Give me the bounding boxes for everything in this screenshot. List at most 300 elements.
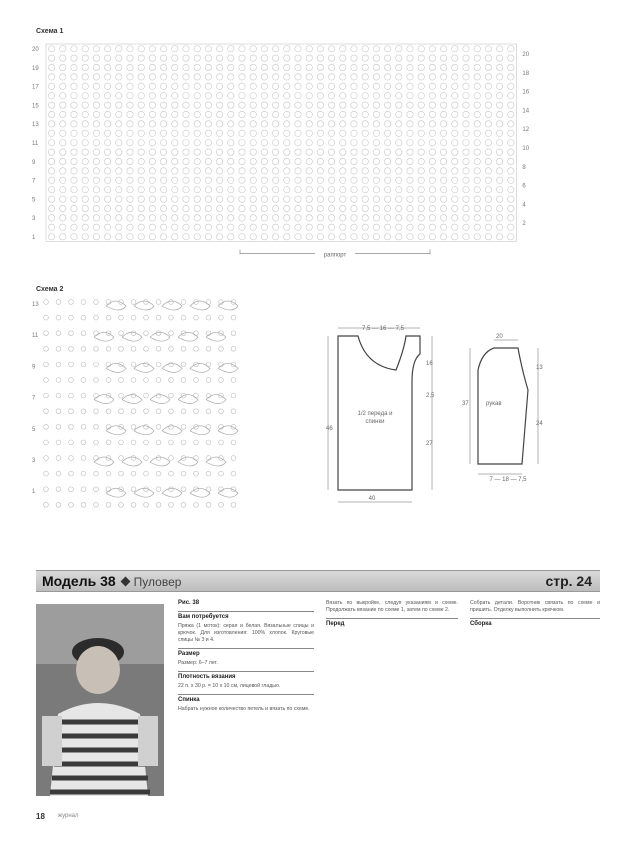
stitch-symbol [239, 168, 245, 174]
stitch-symbol [127, 140, 133, 146]
stitch-symbol [284, 102, 290, 108]
stitch-symbol [250, 158, 256, 164]
stitch-symbol [373, 158, 379, 164]
stitch-symbol [362, 130, 368, 136]
stitch-symbol [82, 140, 88, 146]
chain-stitch [94, 393, 99, 398]
stitch-symbol [452, 111, 458, 117]
stitch-symbol [138, 168, 144, 174]
stitch-symbol [194, 111, 200, 117]
stitch-symbol [384, 93, 390, 99]
stitch-symbol [463, 83, 469, 89]
stitch-symbol [306, 205, 312, 211]
stitch-symbol [508, 215, 514, 221]
stitch-symbol [306, 111, 312, 117]
back-text: Набрать нужное количество петель и вязать по схеме. [178, 706, 310, 712]
stitch-symbol [384, 234, 390, 240]
stitch-symbol [250, 93, 256, 99]
stitch-symbol [508, 64, 514, 70]
stitch-symbol [228, 196, 234, 202]
stitch-symbol [82, 74, 88, 80]
stitch-symbol [93, 215, 99, 221]
stitch-symbol [60, 140, 66, 146]
front-side-mid: 2,5 [426, 393, 435, 399]
stitch-symbol [328, 149, 334, 155]
chain-stitch [119, 315, 124, 320]
stitch-symbol [373, 187, 379, 193]
stitch-symbol [71, 158, 77, 164]
chain-stitch [81, 331, 86, 336]
stitch-symbol [149, 111, 155, 117]
stitch-symbol [216, 177, 222, 183]
stitch-symbol [429, 205, 435, 211]
chain-stitch [81, 346, 86, 351]
stitch-symbol [295, 205, 301, 211]
stitch-symbol [496, 102, 502, 108]
stitch-symbol [239, 187, 245, 193]
stitch-symbol [250, 121, 256, 127]
stitch-symbol [496, 46, 502, 52]
stitch-symbol [93, 234, 99, 240]
stitch-symbol [373, 234, 379, 240]
stitch-symbol [116, 149, 122, 155]
loop-stitch [122, 332, 142, 341]
stitch-symbol [407, 74, 413, 80]
stitch-symbol [284, 196, 290, 202]
stitch-symbol [116, 215, 122, 221]
stitch-symbol [440, 130, 446, 136]
sleeve-left-total: 37 [462, 401, 469, 407]
stitch-symbol [205, 111, 211, 117]
chain-stitch [231, 456, 236, 461]
stitch-symbol [194, 196, 200, 202]
chain-stitch [169, 440, 174, 445]
stitch-symbol [239, 205, 245, 211]
chain-stitch [144, 393, 149, 398]
stitch-symbol [160, 102, 166, 108]
chain-stitch [94, 440, 99, 445]
stitch-symbol [474, 55, 480, 61]
stitch-symbol [127, 83, 133, 89]
chain-stitch [169, 456, 174, 461]
stitch-symbol [284, 55, 290, 61]
stitch-symbol [496, 55, 502, 61]
chain-stitch [81, 315, 86, 320]
stitch-symbol [362, 149, 368, 155]
chart1-row-number-left: 5 [32, 197, 36, 204]
stitch-symbol [396, 196, 402, 202]
stitch-symbol [93, 64, 99, 70]
stitch-symbol [496, 74, 502, 80]
stitch-symbol [172, 111, 178, 117]
stitch-symbol [351, 83, 357, 89]
loop-stitch [190, 488, 210, 497]
chain-stitch [44, 393, 49, 398]
stitch-symbol [418, 215, 424, 221]
chain-stitch [206, 315, 211, 320]
stitch-symbol [440, 93, 446, 99]
stitch-symbol [306, 121, 312, 127]
stitch-symbol [396, 74, 402, 80]
stitch-symbol [172, 102, 178, 108]
stitch-symbol [373, 140, 379, 146]
stitch-symbol [452, 46, 458, 52]
stitch-symbol [496, 196, 502, 202]
stitch-symbol [474, 93, 480, 99]
stitch-symbol [429, 158, 435, 164]
stitch-symbol [295, 149, 301, 155]
stitch-symbol [104, 187, 110, 193]
stitch-symbol [160, 64, 166, 70]
stitch-symbol [440, 196, 446, 202]
stitch-symbol [362, 121, 368, 127]
chart1-row-number-right: 14 [522, 108, 530, 115]
chain-stitch [156, 456, 161, 461]
stitch-symbol [160, 74, 166, 80]
stitch-symbol [362, 187, 368, 193]
stitch-symbol [328, 93, 334, 99]
chart1-row-number-right: 18 [522, 70, 530, 77]
chain-stitch [81, 487, 86, 492]
stitch-symbol [116, 140, 122, 146]
stitch-symbol [474, 121, 480, 127]
stitch-symbol [183, 102, 189, 108]
chain-stitch [119, 456, 124, 461]
stitch-symbol [440, 46, 446, 52]
stitch-symbol [183, 111, 189, 117]
chart1-row-number-left: 17 [32, 84, 39, 91]
pattern-sleeve-diagram [462, 330, 552, 480]
loop-stitch [106, 426, 126, 435]
stitch-symbol [496, 130, 502, 136]
loop-stitch [190, 363, 210, 372]
stitch-symbol [496, 149, 502, 155]
stitch-symbol [284, 149, 290, 155]
stitch-symbol [138, 130, 144, 136]
stitch-symbol [261, 215, 267, 221]
stitch-symbol [149, 234, 155, 240]
stitch-symbol [508, 168, 514, 174]
chain-stitch [94, 471, 99, 476]
stitch-symbol [306, 168, 312, 174]
stitch-symbol [373, 149, 379, 155]
stitch-symbol [474, 205, 480, 211]
stitch-symbol [205, 177, 211, 183]
stitch-symbol [228, 158, 234, 164]
stitch-symbol [93, 130, 99, 136]
stitch-symbol [351, 64, 357, 70]
chain-stitch [131, 502, 136, 507]
stitch-symbol [496, 158, 502, 164]
stitch-symbol [373, 55, 379, 61]
stitch-symbol [373, 93, 379, 99]
stitch-symbol [60, 121, 66, 127]
stitch-symbol [452, 149, 458, 155]
stitch-symbol [48, 149, 54, 155]
sleeve-side-low: 24 [536, 421, 543, 427]
stitch-symbol [149, 130, 155, 136]
chain-stitch [56, 346, 61, 351]
stitch-symbol [485, 177, 491, 183]
stitch-symbol [138, 93, 144, 99]
stitch-symbol [373, 46, 379, 52]
stitch-symbol [261, 74, 267, 80]
chain-stitch [81, 300, 86, 305]
stitch-symbol [384, 149, 390, 155]
stitch-symbol [261, 187, 267, 193]
stitch-symbol [239, 177, 245, 183]
stitch-symbol [138, 234, 144, 240]
stitch-symbol [127, 93, 133, 99]
stitch-symbol [228, 111, 234, 117]
stitch-symbol [474, 46, 480, 52]
stitch-symbol [485, 234, 491, 240]
stitch-symbol [183, 83, 189, 89]
stitch-symbol [463, 140, 469, 146]
stitch-symbol [351, 205, 357, 211]
stitch-symbol [82, 55, 88, 61]
stitch-symbol [116, 158, 122, 164]
stitch-symbol [384, 55, 390, 61]
chain-stitch [106, 409, 111, 414]
stitch-symbol [362, 215, 368, 221]
stitch-symbol [328, 224, 334, 230]
stitch-symbol [373, 74, 379, 80]
chain-stitch [219, 315, 224, 320]
stitch-symbol [508, 121, 514, 127]
stitch-symbol [272, 215, 278, 221]
stitch-symbol [216, 234, 222, 240]
stitch-symbol [384, 158, 390, 164]
stitch-symbol [183, 234, 189, 240]
stitch-symbol [508, 187, 514, 193]
stitch-symbol [440, 158, 446, 164]
stitch-symbol [485, 46, 491, 52]
stitch-symbol [149, 140, 155, 146]
stitch-symbol [228, 140, 234, 146]
stitch-symbol [250, 177, 256, 183]
stitch-symbol [317, 46, 323, 52]
stitch-symbol [205, 234, 211, 240]
stitch-symbol [116, 111, 122, 117]
stitch-symbol [228, 149, 234, 155]
chain-stitch [56, 409, 61, 414]
stitch-symbol [362, 158, 368, 164]
stitch-symbol [452, 55, 458, 61]
chain-stitch [69, 362, 74, 367]
stitch-symbol [463, 46, 469, 52]
stitch-symbol [384, 111, 390, 117]
stitch-symbol [104, 158, 110, 164]
magazine-name: журнал [58, 813, 79, 819]
chain-stitch [231, 315, 236, 320]
stitch-symbol [239, 149, 245, 155]
stitch-symbol [429, 83, 435, 89]
stitch-symbol [172, 93, 178, 99]
stitch-symbol [261, 149, 267, 155]
stitch-symbol [407, 177, 413, 183]
stitch-symbol [205, 64, 211, 70]
stitch-symbol [384, 196, 390, 202]
stitch-symbol [104, 205, 110, 211]
chain-stitch [106, 471, 111, 476]
chart1-row-number-left: 1 [32, 235, 36, 241]
chain-stitch [169, 300, 174, 305]
chart1-row-number-right: 12 [522, 127, 530, 134]
loop-stitch [218, 301, 238, 310]
chain-stitch [94, 409, 99, 414]
stitch-symbol [272, 46, 278, 52]
stitch-symbol [440, 187, 446, 193]
stitch-symbol [328, 111, 334, 117]
stitch-symbol [362, 224, 368, 230]
stitch-symbol [373, 121, 379, 127]
stitch-symbol [93, 55, 99, 61]
stitch-symbol [284, 130, 290, 136]
chain-stitch [131, 440, 136, 445]
stitch-symbol [396, 64, 402, 70]
stitch-symbol [60, 130, 66, 136]
stitch-symbol [60, 93, 66, 99]
stitch-symbol [407, 102, 413, 108]
stitch-symbol [82, 46, 88, 52]
stitch-symbol [116, 177, 122, 183]
chain-stitch [44, 424, 49, 429]
stitch-symbol [216, 102, 222, 108]
stitch-symbol [48, 46, 54, 52]
stitch-symbol [362, 205, 368, 211]
stitch-symbol [508, 74, 514, 80]
chain-stitch [194, 409, 199, 414]
stitch-symbol [508, 130, 514, 136]
stitch-symbol [474, 177, 480, 183]
chain-stitch [69, 331, 74, 336]
stitch-symbol [496, 140, 502, 146]
stitch-symbol [138, 83, 144, 89]
chain-stitch [181, 502, 186, 507]
stitch-symbol [205, 121, 211, 127]
chain-stitch [169, 315, 174, 320]
stitch-symbol [496, 177, 502, 183]
stitch-symbol [160, 177, 166, 183]
chain-stitch [81, 456, 86, 461]
stitch-symbol [48, 140, 54, 146]
stitch-symbol [496, 205, 502, 211]
stitch-symbol [261, 111, 267, 117]
stitch-symbol [463, 234, 469, 240]
stitch-symbol [463, 187, 469, 193]
model-photo [36, 604, 164, 796]
stitch-symbol [373, 64, 379, 70]
chain-stitch [169, 409, 174, 414]
stitch-symbol [216, 130, 222, 136]
stitch-symbol [149, 93, 155, 99]
page-reference: стр. 24 [545, 573, 592, 589]
stitch-symbol [474, 234, 480, 240]
chart2-row-number: 7 [32, 395, 36, 402]
stitch-symbol [485, 215, 491, 221]
stitch-symbol [48, 74, 54, 80]
stitch-symbol [60, 149, 66, 155]
stitch-symbol [306, 187, 312, 193]
loop-stitch [134, 488, 154, 497]
chain-stitch [194, 471, 199, 476]
stitch-symbol [172, 168, 178, 174]
stitch-symbol [183, 74, 189, 80]
stitch-symbol [194, 140, 200, 146]
stitch-symbol [104, 130, 110, 136]
chain-stitch [181, 471, 186, 476]
stitch-symbol [485, 187, 491, 193]
stitch-symbol [172, 130, 178, 136]
stitch-symbol [396, 224, 402, 230]
stitch-symbol [418, 168, 424, 174]
stitch-symbol [172, 224, 178, 230]
stitch-symbol [93, 149, 99, 155]
stitch-symbol [71, 93, 77, 99]
loop-stitch [150, 395, 170, 404]
stitch-symbol [194, 46, 200, 52]
stitch-symbol [239, 234, 245, 240]
stitch-symbol [216, 46, 222, 52]
front-piece-label: 1/2 переда и спинки [357, 411, 393, 425]
stitch-symbol [306, 196, 312, 202]
stitch-symbol [183, 158, 189, 164]
stitch-symbol [373, 196, 379, 202]
stitch-symbol [104, 149, 110, 155]
stitch-symbol [138, 158, 144, 164]
stitch-symbol [82, 205, 88, 211]
chain-stitch [194, 456, 199, 461]
chain-stitch [94, 315, 99, 320]
stitch-symbol [172, 158, 178, 164]
stitch-symbol [138, 46, 144, 52]
stitch-symbol [508, 158, 514, 164]
stitch-symbol [306, 177, 312, 183]
stitch-symbol [452, 130, 458, 136]
model-number: Модель 38 [42, 573, 116, 589]
stitch-symbol [194, 83, 200, 89]
stitch-symbol [340, 55, 346, 61]
chain-stitch [181, 346, 186, 351]
stitch-symbol [205, 187, 211, 193]
stitch-symbol [362, 46, 368, 52]
stitch-symbol [272, 93, 278, 99]
stitch-symbol [127, 234, 133, 240]
stitch-symbol [127, 130, 133, 136]
chain-stitch [156, 440, 161, 445]
chain-stitch [144, 502, 149, 507]
stitch-symbol [284, 177, 290, 183]
stitch-symbol [250, 64, 256, 70]
stitch-symbol [463, 102, 469, 108]
stitch-symbol [60, 234, 66, 240]
stitch-symbol [250, 102, 256, 108]
stitch-symbol [261, 121, 267, 127]
stitch-symbol [317, 74, 323, 80]
stitch-symbol [194, 177, 200, 183]
stitch-symbol [71, 64, 77, 70]
chain-stitch [94, 456, 99, 461]
stitch-symbol [216, 158, 222, 164]
chart1-row-number-right: 20 [522, 52, 530, 58]
stitch-symbol [60, 187, 66, 193]
stitch-symbol [384, 121, 390, 127]
stitch-symbol [508, 46, 514, 52]
stitch-symbol [250, 234, 256, 240]
stitch-symbol [261, 93, 267, 99]
chain-stitch [81, 393, 86, 398]
